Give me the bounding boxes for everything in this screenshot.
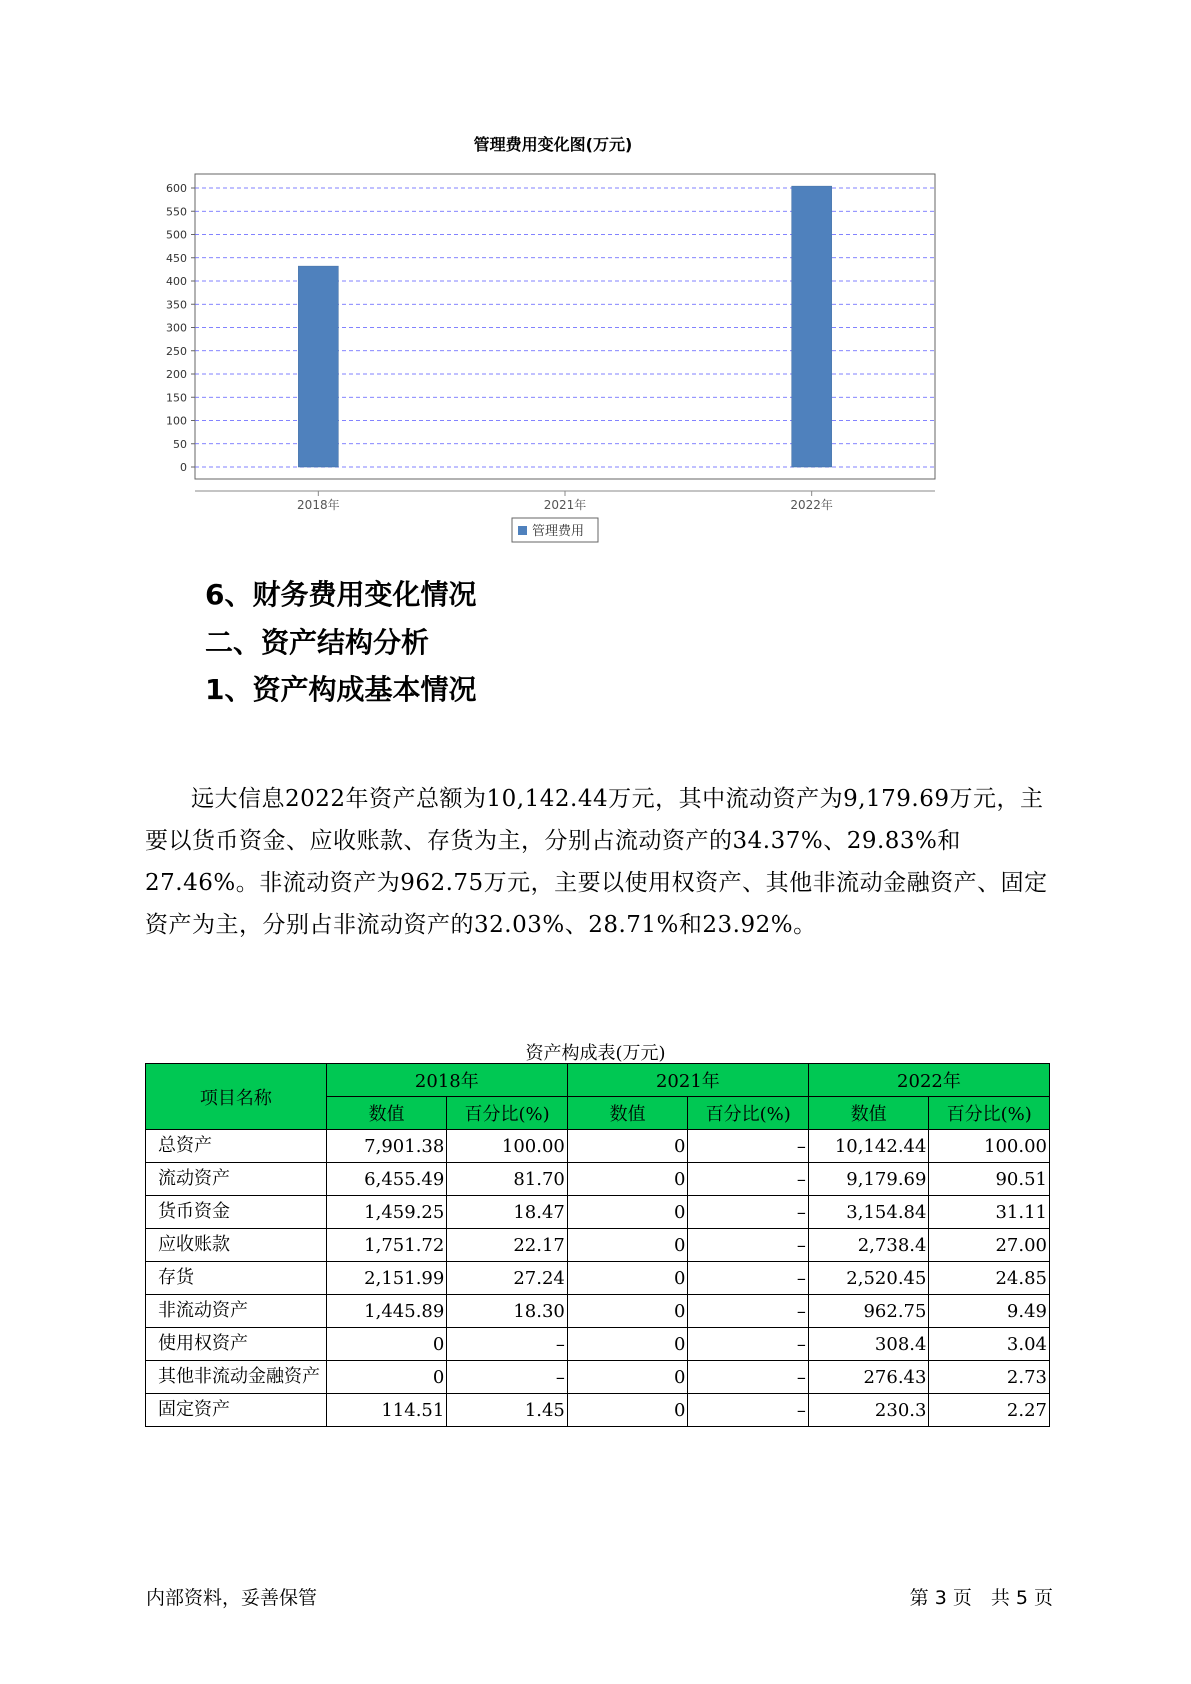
row-label: 应收账款 [146, 1229, 327, 1262]
cell-percent: – [447, 1361, 568, 1394]
cell-percent: 18.30 [447, 1295, 568, 1328]
y-tick-label: 0 [180, 461, 187, 474]
cell-value: 0 [326, 1328, 447, 1361]
cell-percent: 81.70 [447, 1163, 568, 1196]
cell-percent: 90.51 [929, 1163, 1050, 1196]
cell-value: 0 [567, 1130, 688, 1163]
cell-value: 1,445.89 [326, 1295, 447, 1328]
cell-percent: 3.04 [929, 1328, 1050, 1361]
cell-value: 2,520.45 [808, 1262, 929, 1295]
heading-asset-structure: 二、资产结构分析 [205, 626, 430, 659]
cell-percent: 9.49 [929, 1295, 1050, 1328]
subheader-percent: 百分比(%) [447, 1097, 568, 1130]
header-year-2022: 2022年 [808, 1064, 1049, 1097]
y-tick-label: 600 [166, 182, 187, 195]
cell-percent: – [688, 1130, 809, 1163]
x-tick-label: 2021年 [543, 498, 587, 512]
bar [792, 186, 832, 467]
table-caption: 资产构成表(万元) [525, 1043, 666, 1064]
table-row [146, 1196, 1050, 1229]
header-year-2018: 2018年 [326, 1064, 567, 1097]
cell-value: 230.3 [808, 1394, 929, 1427]
y-tick-label: 400 [166, 275, 187, 288]
cell-value: 3,154.84 [808, 1196, 929, 1229]
table-row [146, 1130, 1050, 1163]
x-tick-label: 2022年 [790, 498, 833, 512]
y-tick-label: 500 [166, 228, 187, 242]
cell-percent: – [447, 1328, 568, 1361]
cell-percent: – [688, 1295, 809, 1328]
cell-percent: 100.00 [929, 1130, 1050, 1163]
subheader-value: 数值 [326, 1097, 447, 1130]
legend-label: 管理费用 [532, 524, 585, 539]
row-label: 非流动资产 [146, 1295, 327, 1328]
cell-percent: – [688, 1394, 809, 1427]
cell-value: 7,901.38 [326, 1130, 447, 1163]
table-row [146, 1262, 1050, 1295]
subheader-value: 数值 [808, 1097, 929, 1130]
cell-value: 0 [326, 1361, 447, 1394]
legend-swatch [518, 526, 527, 535]
subheader-percent: 百分比(%) [688, 1097, 809, 1130]
subheader-value: 数值 [567, 1097, 688, 1130]
cell-value: 10,142.44 [808, 1130, 929, 1163]
cell-percent: 31.11 [929, 1196, 1050, 1229]
cell-value: 1,459.25 [326, 1196, 447, 1229]
cell-value: 0 [567, 1295, 688, 1328]
admin-expense-chart [140, 130, 1040, 600]
table-row [146, 1229, 1050, 1262]
cell-percent: – [688, 1328, 809, 1361]
y-tick-label: 50 [173, 437, 187, 451]
x-axis [195, 491, 935, 512]
cell-value: 0 [567, 1163, 688, 1196]
x-tick-label: 2018年 [297, 498, 340, 512]
cell-value: 0 [567, 1229, 688, 1262]
cell-value: 6,455.49 [326, 1163, 447, 1196]
cell-value: 9,179.69 [808, 1163, 929, 1196]
cell-percent: 22.17 [447, 1229, 568, 1262]
table-row [146, 1394, 1050, 1427]
y-tick-label: 350 [166, 298, 187, 312]
cell-value: 0 [567, 1196, 688, 1229]
cell-percent: 100.00 [447, 1130, 568, 1163]
table-row [146, 1328, 1050, 1361]
heading-asset-composition: 1、资产构成基本情况 [205, 673, 477, 706]
row-label: 总资产 [146, 1130, 327, 1163]
cell-percent: 24.85 [929, 1262, 1050, 1295]
cell-value: 1,751.72 [326, 1229, 447, 1262]
cell-percent: – [688, 1196, 809, 1229]
asset-composition-table [145, 1063, 1050, 1427]
bar [298, 266, 338, 467]
header-year-2021: 2021年 [567, 1064, 808, 1097]
row-label: 货币资金 [146, 1196, 327, 1229]
cell-value: 276.43 [808, 1361, 929, 1394]
cell-value: 0 [567, 1328, 688, 1361]
cell-percent: 2.73 [929, 1361, 1050, 1394]
cell-value: 962.75 [808, 1295, 929, 1328]
y-tick-label: 550 [166, 205, 187, 219]
row-label: 使用权资产 [146, 1328, 327, 1361]
chart-legend [512, 518, 598, 542]
y-axis [166, 182, 195, 474]
row-label: 其他非流动金融资产 [146, 1361, 327, 1394]
cell-percent: – [688, 1229, 809, 1262]
cell-percent: – [688, 1163, 809, 1196]
cell-percent: 1.45 [447, 1394, 568, 1427]
cell-value: 0 [567, 1394, 688, 1427]
cell-percent: – [688, 1361, 809, 1394]
cell-percent: 27.00 [929, 1229, 1050, 1262]
y-tick-label: 300 [166, 321, 187, 335]
cell-value: 308.4 [808, 1328, 929, 1361]
heading-finance-expense: 6、财务费用变化情况 [205, 578, 477, 611]
row-label: 流动资产 [146, 1163, 327, 1196]
subheader-percent: 百分比(%) [929, 1097, 1050, 1130]
table-row [146, 1361, 1050, 1394]
y-tick-label: 200 [166, 368, 187, 381]
cell-percent: 18.47 [447, 1196, 568, 1229]
chart-title: 管理费用变化图(万元) [473, 135, 633, 154]
row-label: 固定资产 [146, 1394, 327, 1427]
cell-value: 0 [567, 1262, 688, 1295]
y-tick-label: 100 [166, 414, 187, 428]
cell-value: 2,151.99 [326, 1262, 447, 1295]
asset-summary-paragraph: 远大信息2022年资产总额为10,142.44万元，其中流动资产为9,179.69万元，主要以货币资金、应收账款、存货为主，分别占流动资产的34.37%、29.83%和27.46%。非流动资产为962.75万元，主要以使用权资产、其他非流动金融资产、固定资产为主，分别占非流动资产的32.03%、28.71%和23.92%。 [145, 786, 1048, 938]
y-tick-label: 450 [166, 251, 187, 265]
cell-percent: 27.24 [447, 1262, 568, 1295]
cell-value: 114.51 [326, 1394, 447, 1427]
cell-percent: 2.27 [929, 1394, 1050, 1427]
cell-percent: – [688, 1262, 809, 1295]
footer-page-number: 第 3 页 共 5 页 [909, 1587, 1053, 1609]
cell-value: 2,738.4 [808, 1229, 929, 1262]
y-tick-label: 250 [166, 344, 187, 358]
cell-value: 0 [567, 1361, 688, 1394]
table-body [146, 1130, 1050, 1427]
y-tick-label: 150 [166, 391, 187, 405]
table-row [146, 1295, 1050, 1328]
table-row [146, 1163, 1050, 1196]
header-item-name: 项目名称 [146, 1064, 327, 1130]
footer-confidential: 内部资料，妥善保管 [146, 1587, 318, 1609]
row-label: 存货 [146, 1262, 327, 1295]
